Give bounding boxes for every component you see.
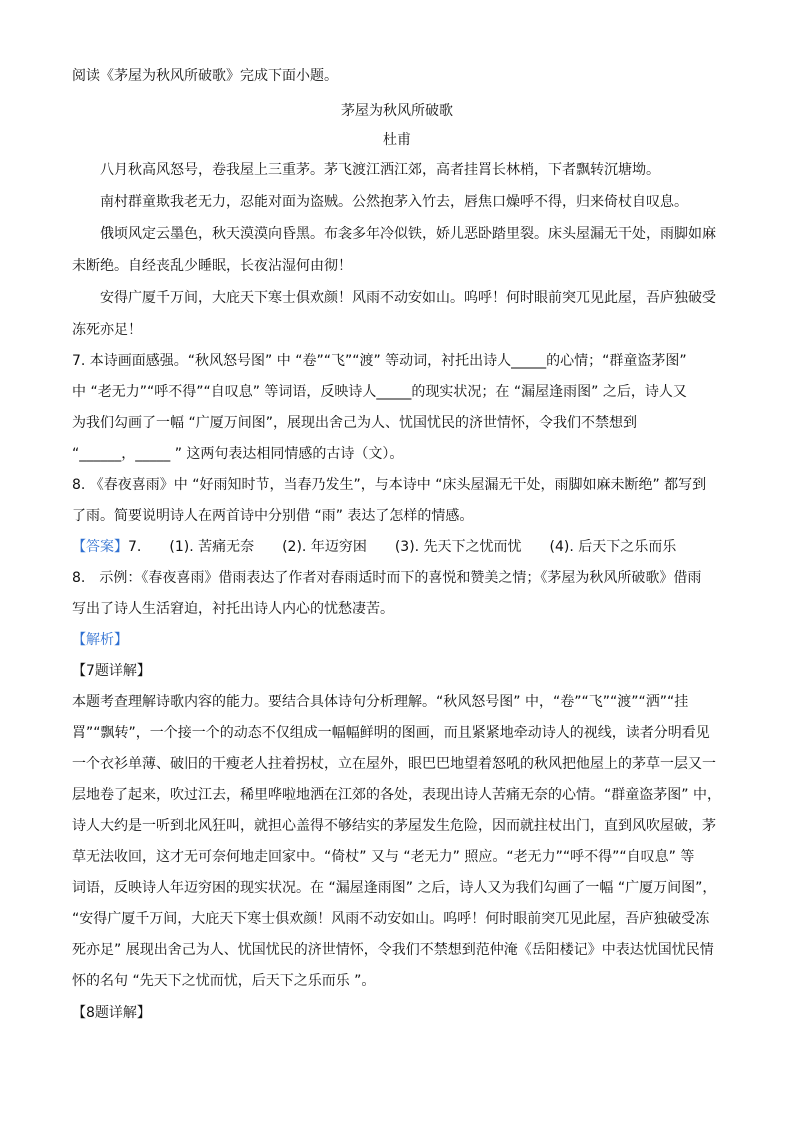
answer-line	[72, 537, 732, 557]
poem-line: 冻死亦足！	[72, 322, 142, 338]
answer-q8-line: 写出了诗人生活窘迫，衬托出诗人内心的忧愁凄苦。	[72, 601, 394, 617]
q7-detail-line: 本题考查理解诗歌内容的能力。要结合具体诗句分析理解。“秋风怒号图” 中，“卷”“飞”“渡”“洒”“挂	[72, 694, 689, 710]
q7-detail-line: 怀的名句 “先天下之忧而忧，后天下之乐而乐 ”。	[72, 973, 376, 989]
q7-detail-heading: 【7题详解】	[72, 663, 151, 679]
question-8-line: 了雨。简要说明诗人在两首诗中分别借 “雨” 表达了怎样的情感。	[72, 508, 474, 524]
question-7-line: 中 “老无力”“呼不得”“自叹息” 等词语，反映诗人_____的现实状况；在 “漏屋逢雨图” 之后，诗人又	[72, 384, 687, 400]
poem-author: 杜甫	[383, 132, 411, 148]
poem-line: 安得广厦千万间，大庇天下寒士俱欢颜！风雨不动安如山。呜呼！何时眼前突兀见此屋，吾庐独破受	[100, 290, 716, 306]
poem-title: 茅屋为秋风所破歌	[341, 103, 453, 119]
question-7-line: 为我们勾画了一幅 “广厦万间图”，展现出舍己为人、忧国忧民的济世情怀，令我们不禁想到	[72, 415, 637, 431]
poem-line: 南村群童欺我老无力，忍能对面为盗贼。公然抱茅入竹去，唇焦口燥呼不得，归来倚杖自叹息。	[100, 194, 688, 210]
q7-detail-line: 层地卷了起来，吹过江去，稀里哗啦地洒在江郊的各处，表现出诗人苦痛无奈的心情。“群童盗茅图” 中，	[72, 787, 721, 803]
q7-detail-line: 罥”“飘转”，一个接一个的动态不仅组成一幅幅鲜明的图画，而且紧紧地牵动诗人的视线，读者分明看见	[72, 725, 710, 741]
q7-detail-line: 词语，反映诗人年迈穷困的现实状况。在 “漏屋逢雨图” 之后，诗人又为我们勾画了一幅 “广厦万间图”，	[72, 880, 717, 896]
poem-line: 八月秋高风怒号，卷我屋上三重茅。茅飞渡江洒江郊，高者挂罥长林梢，下者飘转沉塘坳。	[100, 162, 660, 178]
q7-detail-line: 死亦足” 展现出舍己为人、忧国忧民的济世情怀，令我们不禁想到范仲淹《岳阳楼记》中表达忧国忧民情	[72, 942, 714, 958]
question-7-line: 7. 本诗画面感强。“秋风怒号图” 中 “卷”“飞”“渡” 等动词，衬托出诗人_____的心情；“群童盗茅图”	[72, 353, 687, 369]
question-7-line: “______，_____ ” 这两句表达相同情感的古诗（文）。	[72, 446, 404, 462]
q7-detail-line: “安得广厦千万间，大庇天下寒士俱欢颜！风雨不动安如山。呜呼！何时眼前突兀见此屋，吾庐独破受冻	[72, 911, 710, 927]
q7-detail-line: 诗人大约是一听到北风狂叫，就担心盖得不够结实的茅屋发生危险，因而就拄杖出门，直到风吹屋破，茅	[72, 818, 716, 834]
poem-line: 未断绝。自经丧乱少睡眠，长夜沾湿何由彻！	[72, 258, 352, 274]
intro-text: 阅读《茅屋为秋风所破歌》完成下面小题。	[72, 68, 338, 84]
analysis-label: 【解析】	[72, 632, 128, 648]
q7-detail-line: 草无法收回，这才无可奈何地走回家中。“倚杖” 又与 “老无力” 照应。“老无力”“呼不得”“自叹息” 等	[72, 849, 695, 865]
q7-detail-line: 一个衣衫单薄、破旧的干瘦老人拄着拐杖，立在屋外，眼巴巴地望着怒吼的秋风把他屋上的茅草一层又一	[72, 756, 716, 772]
question-8-line: 8. 《春夜喜雨》中 “好雨知时节，当春乃发生”，与本诗中 “床头屋漏无干处，雨脚如麻未断绝” 都写到	[72, 477, 707, 493]
answer-q8-line: 8. 示例：《春夜喜雨》借雨表达了作者对春雨适时而下的喜悦和赞美之情；《茅屋为秋风所破歌》借雨	[72, 570, 702, 586]
answer-q7-text: 7. (1). 苦痛无奈 (2). 年迈穷困 (3). 先天下之忧而忧 (4). 后天下之乐而乐	[128, 539, 677, 555]
poem-line: 俄顷风定云墨色，秋天漠漠向昏黑。布衾多年冷似铁，娇儿恶卧踏里裂。床头屋漏无干处，雨脚如麻	[100, 226, 716, 242]
q8-detail-heading: 【8题详解】	[72, 1005, 151, 1021]
answer-label: 【答案】	[72, 539, 128, 555]
